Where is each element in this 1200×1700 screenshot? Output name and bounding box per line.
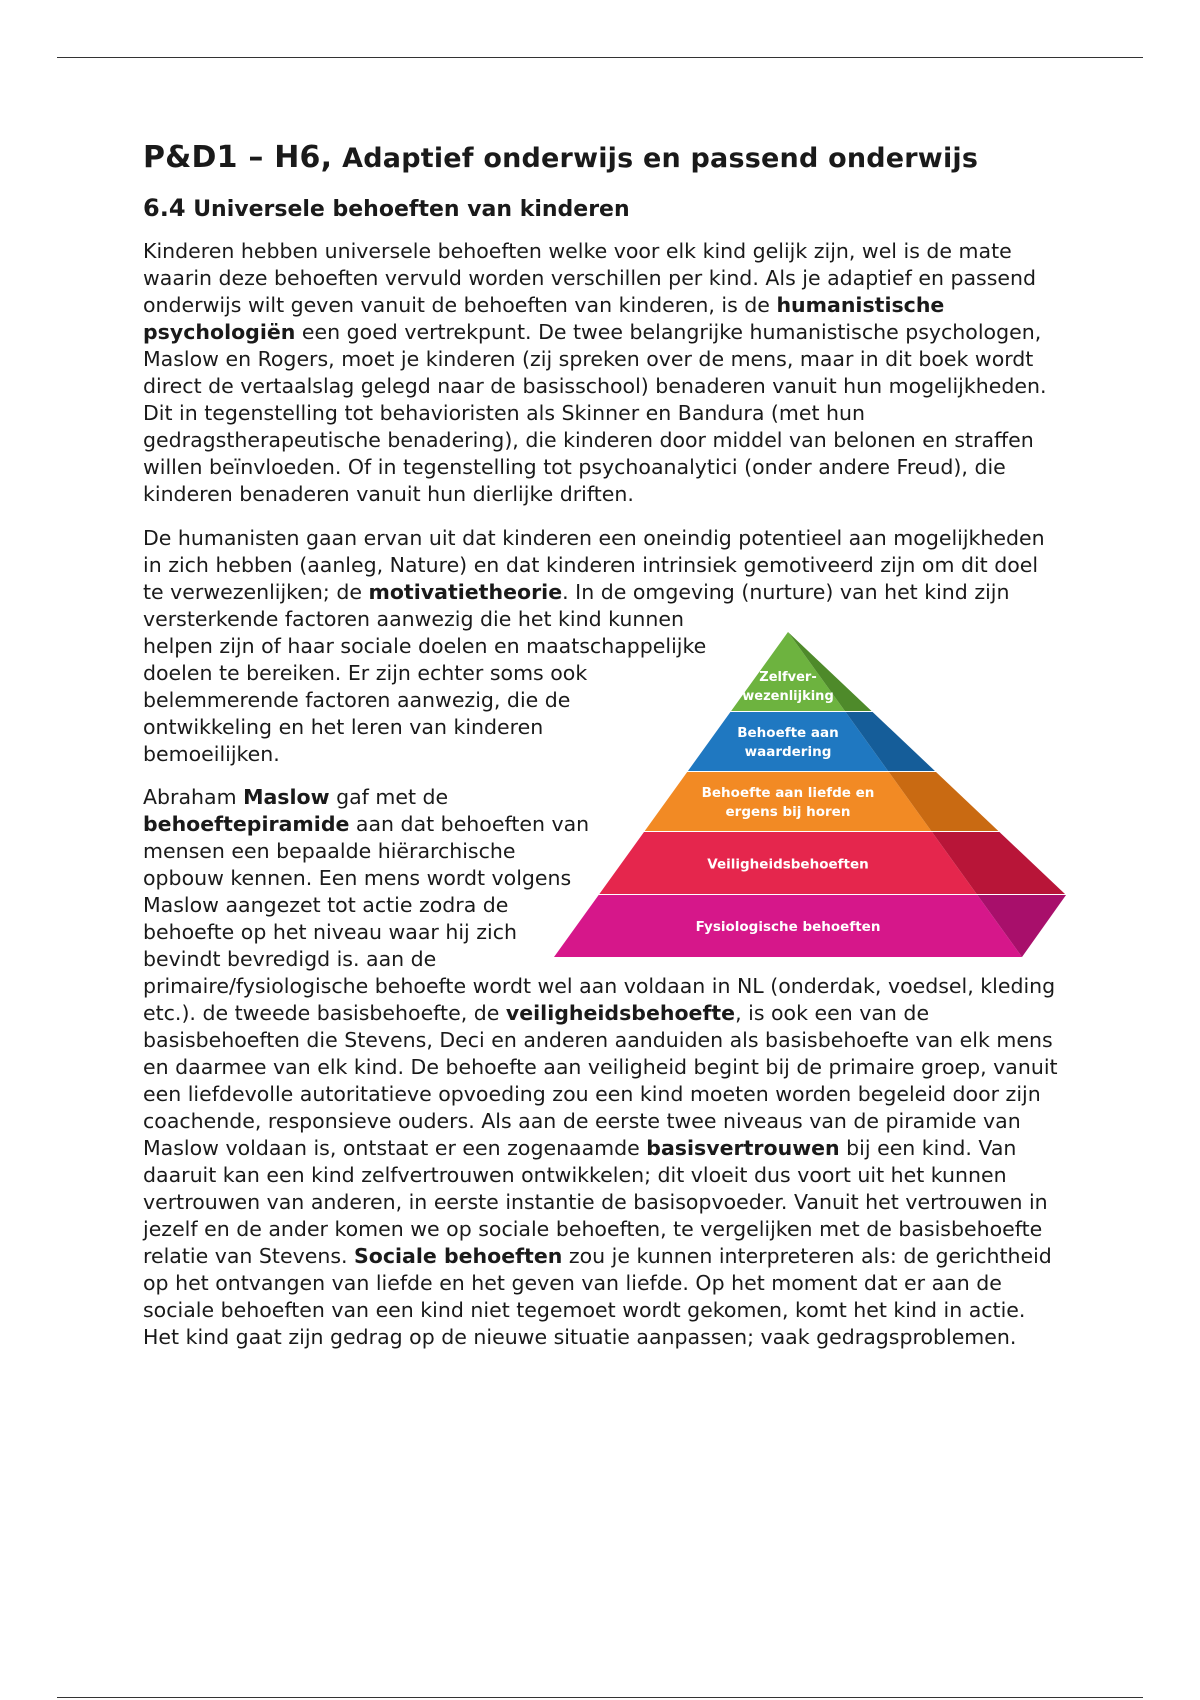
pyramid-svg bbox=[548, 612, 1088, 968]
paragraph-1 bbox=[143, 238, 1058, 508]
text-run: bij een kind. Van daaruit kan een kind zelfvertrouwen ontwikkelen; dit vloeit dus voort uit het kunnen vertrouwen van anderen, in eerste instantie de basisopvoeder. Vanuit het vertrouwen in jezelf en de ander komen we op sociale behoeften, te vergelijken met de basisbehoefte relatie van Stevens. bbox=[143, 1136, 1048, 1268]
text-run: zijn versterkende factoren aanwezig die het kind kunnen helpen zijn of haar sociale doelen en maatschappelijke doelen te bereiken. Er zijn echter soms ook belemmerende factoren aanwezig, die de ontwikkeling en het leren van kinderen bemoeilijken. bbox=[143, 580, 1010, 766]
text-run: een goed vertrekpunt. De twee belangrijke humanistische psychologen, Maslow en Rogers, moet je kinderen (zij spreken over de mens, maar in dit boek wordt direct de vertaalslag gelegd naar de basisschool) benaderen vanuit hun mogelijkheden. Dit in tegenstelling tot behavioristen als Skinner en Bandura (met hun gedragstherapeutische benadering), die kinderen door middel van belonen en straffen willen beïnvloeden. Of in tegenstelling tot psychoanalytici (onder andere Freud), die kinderen benaderen vanuit hun dierlijke driften. bbox=[143, 320, 1047, 506]
text-run: . In de omgeving (nurture) van het kind bbox=[562, 580, 968, 604]
text-run: Kinderen hebben universele behoeften welke voor elk kind gelijk zijn, wel is de mate waarin deze behoeften vervuld worden verschillen per kind. Als je adaptief en passend onderwijs wilt geven vanuit de behoeften van kinderen, is de bbox=[143, 239, 1037, 317]
pyramid-label: Zelfver- bbox=[759, 670, 817, 685]
text-run: zou je kunnen interpreteren als: de gerichtheid op het ontvangen van liefde en het geven van liefde. Op het moment dat er aan de sociale behoeften van een kind niet tegemoet wordt gekomen, komt het kind in actie. Het kind gaat zijn gedrag op de nieuwe situatie aanpassen; vaak gedragsproblemen. bbox=[143, 1244, 1052, 1349]
text-run: , is ook een van de basisbehoeften die Stevens, Deci en anderen aanduiden als basisbehoefte van elk mens en daarmee van elk kind. De behoefte aan veiligheid begint bij de primaire groep, vanuit een liefdevolle autoritatieve opvoeding zou een kind moeten worden begeleid door zijn coachende, responsieve ouders. Als aan de eerste twee niveaus van de piramide van Maslow voldaan is, ontstaat er een zogenaamde bbox=[143, 1001, 1058, 1160]
pyramid-label: wezenlijking bbox=[742, 689, 834, 704]
section-number: 6.4 bbox=[143, 194, 186, 222]
bold-term: basisvertrouwen bbox=[646, 1136, 840, 1160]
bold-term: Sociale behoeften bbox=[354, 1244, 563, 1268]
pyramid-label: Behoefte aan bbox=[737, 725, 839, 741]
text-run: De humanisten gaan ervan uit dat kinderen een oneindig potentieel aan mogelijkheden in zich hebben (aanleg, Nature) en dat kinderen intrinsiek gemotiveerd zijn om dit doel te verwezenlijken; de bbox=[143, 526, 1045, 604]
bottom-rule bbox=[57, 1697, 1143, 1698]
pyramid-label: Veiligheidsbehoeften bbox=[707, 856, 869, 873]
content bbox=[143, 140, 1058, 1351]
page-title bbox=[143, 140, 1058, 177]
pyramid-label: waardering bbox=[744, 744, 832, 760]
top-rule bbox=[57, 57, 1143, 58]
bold-term: Maslow bbox=[243, 785, 330, 809]
title-text: Adaptief onderwijs en passend onderwijs bbox=[342, 143, 979, 174]
pyramid-label: Fysiologische behoeften bbox=[695, 919, 881, 935]
text-run: gaf met de bbox=[329, 785, 449, 809]
bold-term: humanistische psychologiën bbox=[143, 293, 945, 344]
pyramid-level-3 bbox=[644, 772, 932, 832]
text-run: Abraham bbox=[143, 785, 244, 809]
section-heading bbox=[143, 193, 1058, 225]
maslow-pyramid-figure bbox=[548, 612, 1088, 968]
bold-term: motivatietheorie bbox=[368, 580, 563, 604]
text-run: aan dat behoeften van mensen een bepaalde hiërarchische opbouw kennen. Een mens wordt volgens Maslow aangezet tot actie zodra de behoefte op het niveau waar hij zich bevindt bevredigd is. aan de primaire/fysiologische behoefte wordt wel aan voldaan in NL (onderdak, voedsel, kleding etc.). de tweede basisbehoefte, de bbox=[143, 812, 1056, 1025]
pyramid-label: ergens bij horen bbox=[725, 804, 851, 820]
bold-term: veiligheidsbehoefte bbox=[505, 1001, 736, 1025]
bold-term: behoeftepiramide bbox=[143, 812, 350, 836]
title-code: P&D1 – H6, bbox=[143, 140, 333, 175]
pyramid-label: Behoefte aan liefde en bbox=[701, 785, 875, 801]
section-title: Universele behoeften van kinderen bbox=[193, 197, 630, 222]
